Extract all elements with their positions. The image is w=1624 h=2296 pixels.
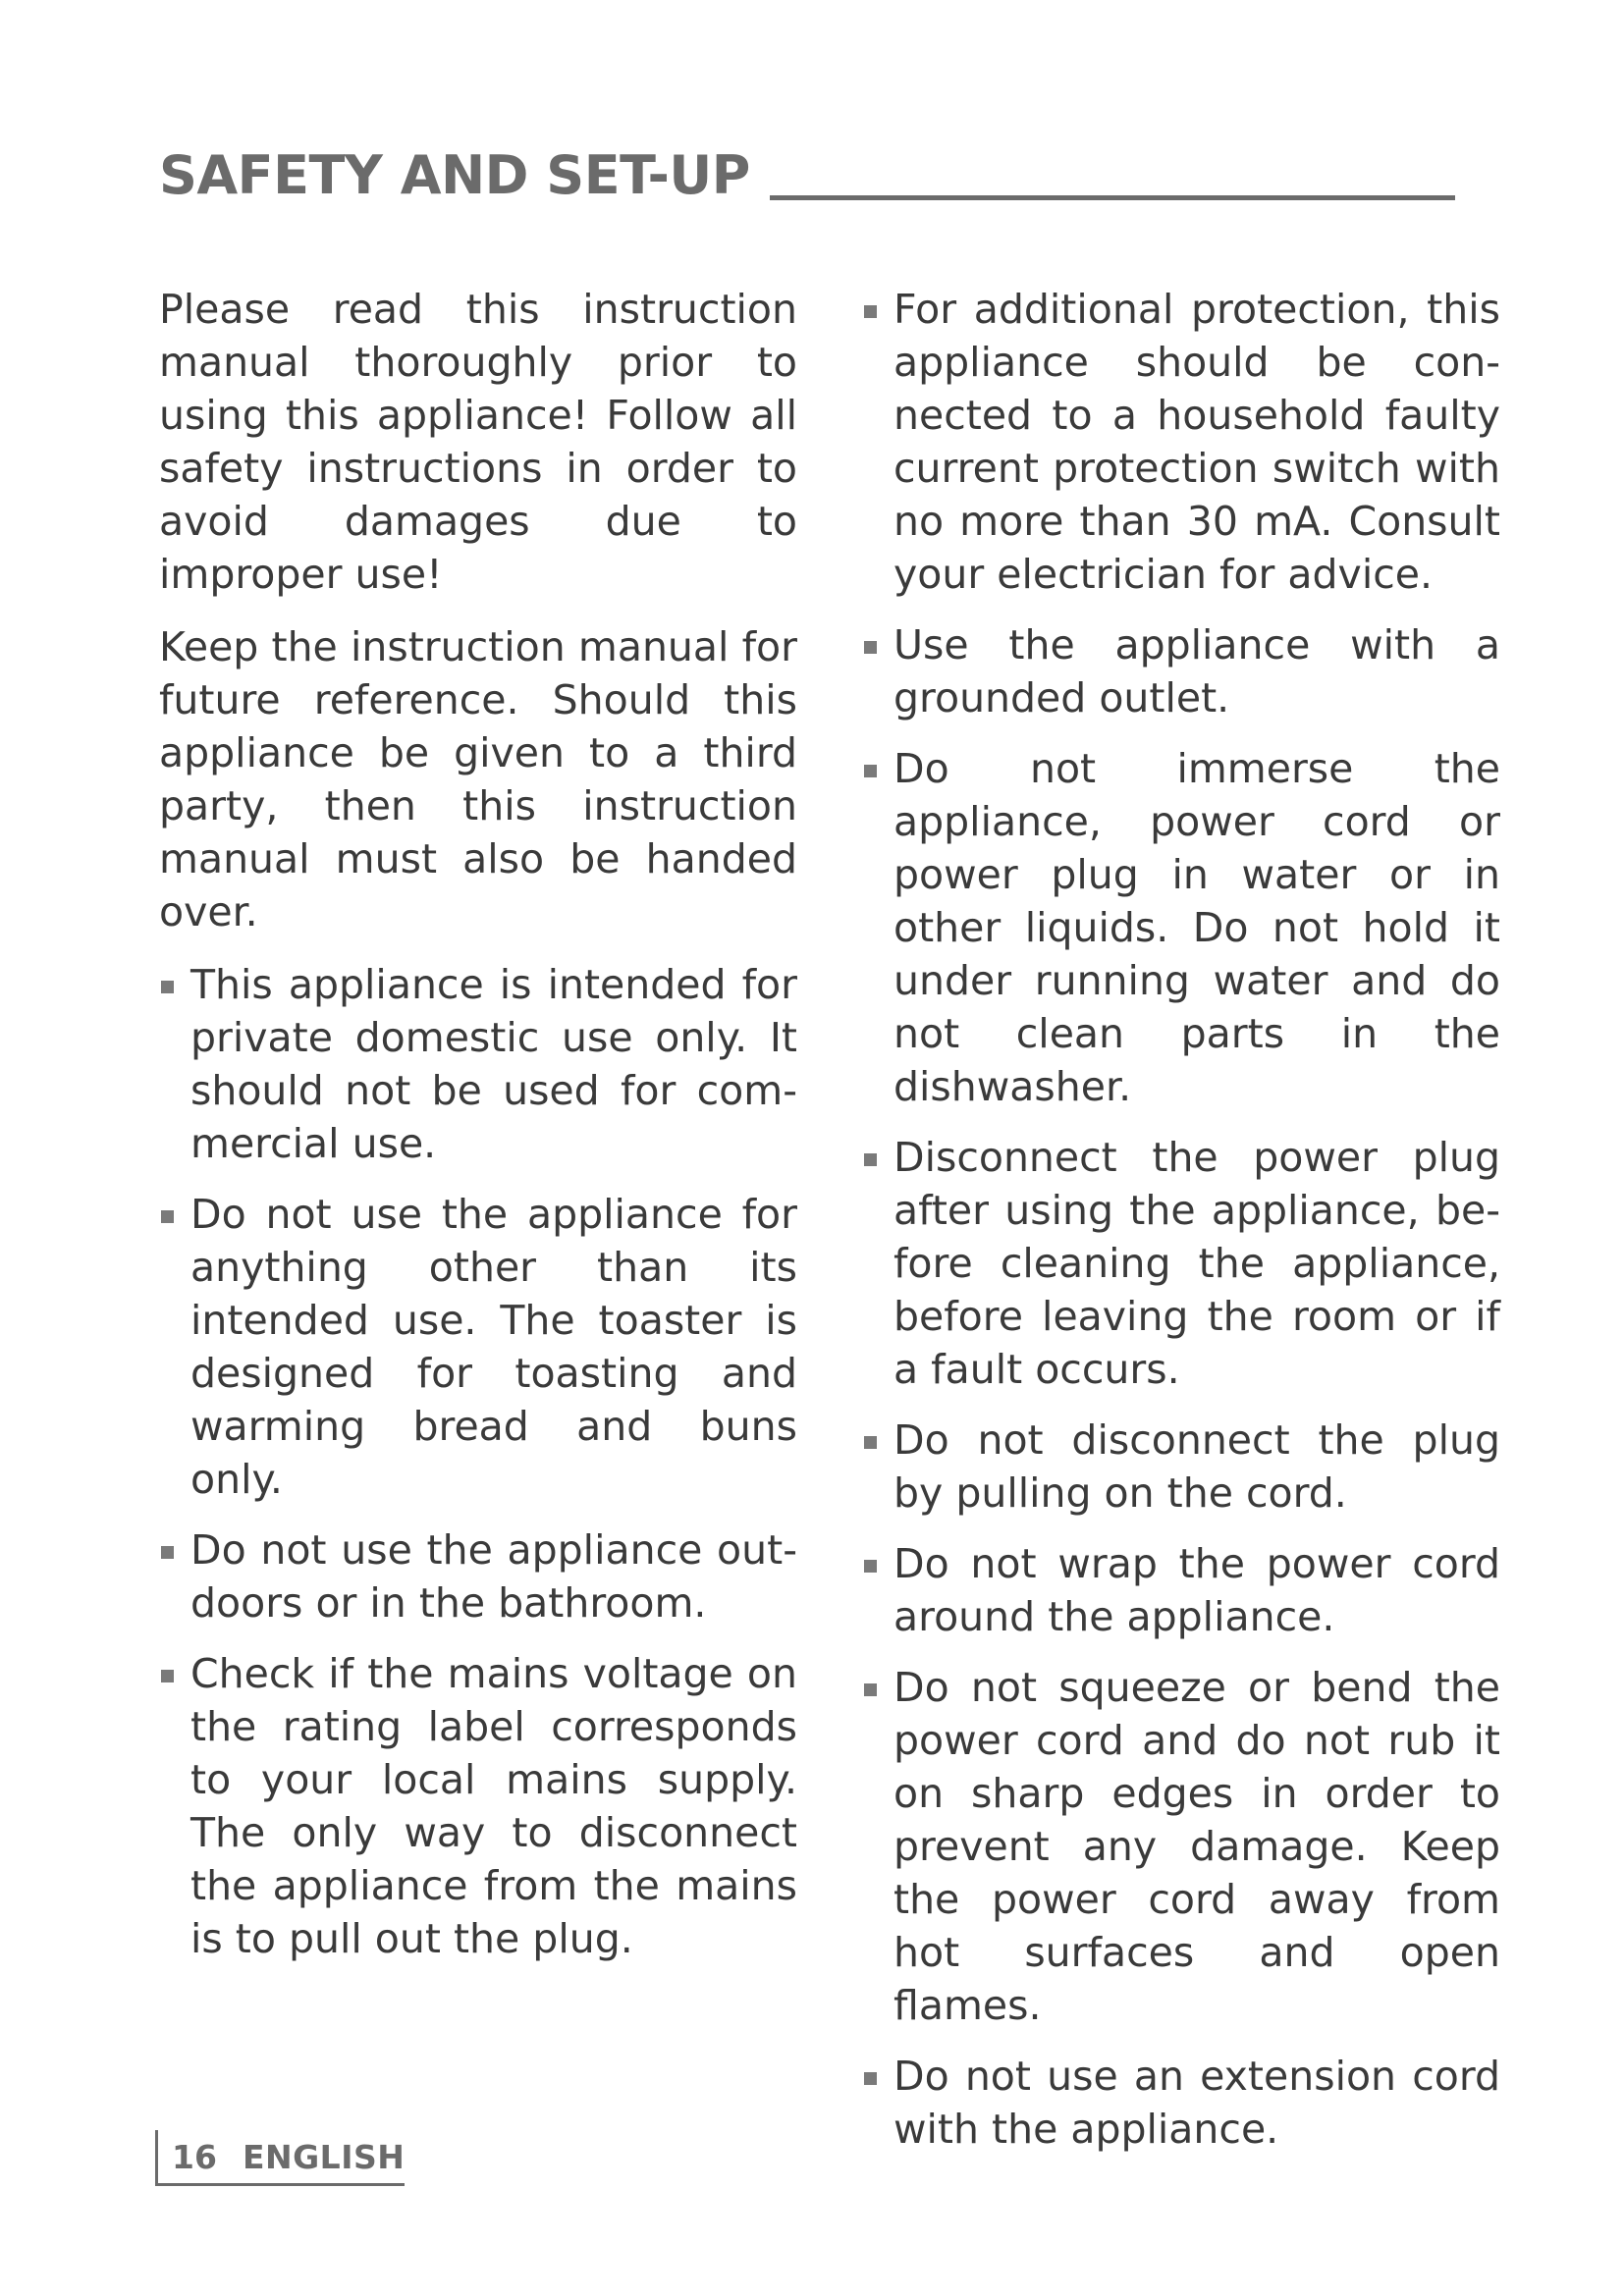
square-bullet-icon: [864, 765, 877, 777]
list-item: [862, 283, 1500, 601]
intro-paragraph: Please read this instruction manual thoroughly prior to using this appliance! Follow all safety instructions in order to avoid damages due to improper use!: [159, 286, 797, 598]
list-item: [862, 1537, 1500, 1643]
square-bullet-icon: [864, 2072, 877, 2085]
list-item-text: Do not disconnect the plug by pulling on the cord.: [893, 1416, 1500, 1517]
list-item-text: Do not use the appliance outdoors or in the bathroom.: [190, 1526, 797, 1627]
list-item: [862, 2050, 1500, 2156]
list-item-text: Do not use the appliance for anything other than its intended use. The toaster is designed for toasting and warming bread and buns only.: [190, 1191, 797, 1503]
list-item-text: Use the appliance with a grounded outlet.: [893, 621, 1500, 721]
list-item: [159, 1647, 797, 1965]
list-item: [862, 1661, 1500, 2032]
square-bullet-icon: [161, 981, 174, 993]
keep-manual-paragraph: Keep the instruction manual for future reference. Should this appliance be given to a third party, then this instruction manual must also be handed over.: [159, 623, 797, 935]
square-bullet-icon: [864, 1436, 877, 1449]
list-item-text: Do not use an extension cord with the appliance.: [893, 2053, 1500, 2153]
list-item: [159, 1188, 797, 1506]
list-item-text: For additional protection, this appliance should be connected to a household faulty current protection switch with no more than 30 mA. Consult your electrician for advice.: [893, 286, 1500, 598]
square-bullet-icon: [864, 1153, 877, 1166]
square-bullet-icon: [864, 1683, 877, 1696]
left-column: [159, 283, 797, 1983]
list-item: [862, 1414, 1500, 1520]
list-item: [862, 742, 1500, 1113]
square-bullet-icon: [161, 1546, 174, 1559]
list-item: [862, 618, 1500, 724]
right-column: [862, 283, 1500, 2173]
list-item-text: Disconnect the power plug after using the appliance, before cleaning the appliance, before leaving the room or if a fault occurs.: [893, 1134, 1500, 1393]
list-item-text: Do not immerse the appliance, power cord or power plug in water or in other liquids. Do not hold it under running water and do not clean parts in the dishwasher.: [893, 745, 1500, 1110]
title-underline-rule: [770, 195, 1455, 200]
list-item-text: This appliance is intended for private domestic use only. It should not be used for commercial use.: [190, 961, 797, 1167]
list-item-text: Check if the mains voltage on the rating label corresponds to your local mains supply. The only way to disconnect the appliance from the mains is to pull out the plug.: [190, 1650, 797, 1962]
list-item: [862, 1131, 1500, 1396]
square-bullet-icon: [864, 305, 877, 318]
list-item-text: Do not wrap the power cord around the appliance.: [893, 1540, 1500, 1640]
left-safety-list: [159, 958, 797, 1965]
square-bullet-icon: [161, 1670, 174, 1682]
square-bullet-icon: [864, 1560, 877, 1573]
page-header: [159, 144, 1455, 206]
page-footer: [155, 2130, 405, 2186]
list-item: [159, 1523, 797, 1629]
page-title: SAFETY AND SET-UP: [159, 144, 750, 206]
list-item: [159, 958, 797, 1170]
square-bullet-icon: [864, 641, 877, 654]
page-number: 16: [172, 2137, 217, 2176]
footer-language-label: ENGLISH: [242, 2137, 406, 2176]
list-item-text: Do not squeeze or bend the power cord and do not rub it on sharp edges in order to prevent any damage. Keep the power cord away from hot surfaces and open flames.: [893, 1664, 1500, 2029]
right-safety-list: [862, 283, 1500, 2156]
square-bullet-icon: [161, 1210, 174, 1223]
